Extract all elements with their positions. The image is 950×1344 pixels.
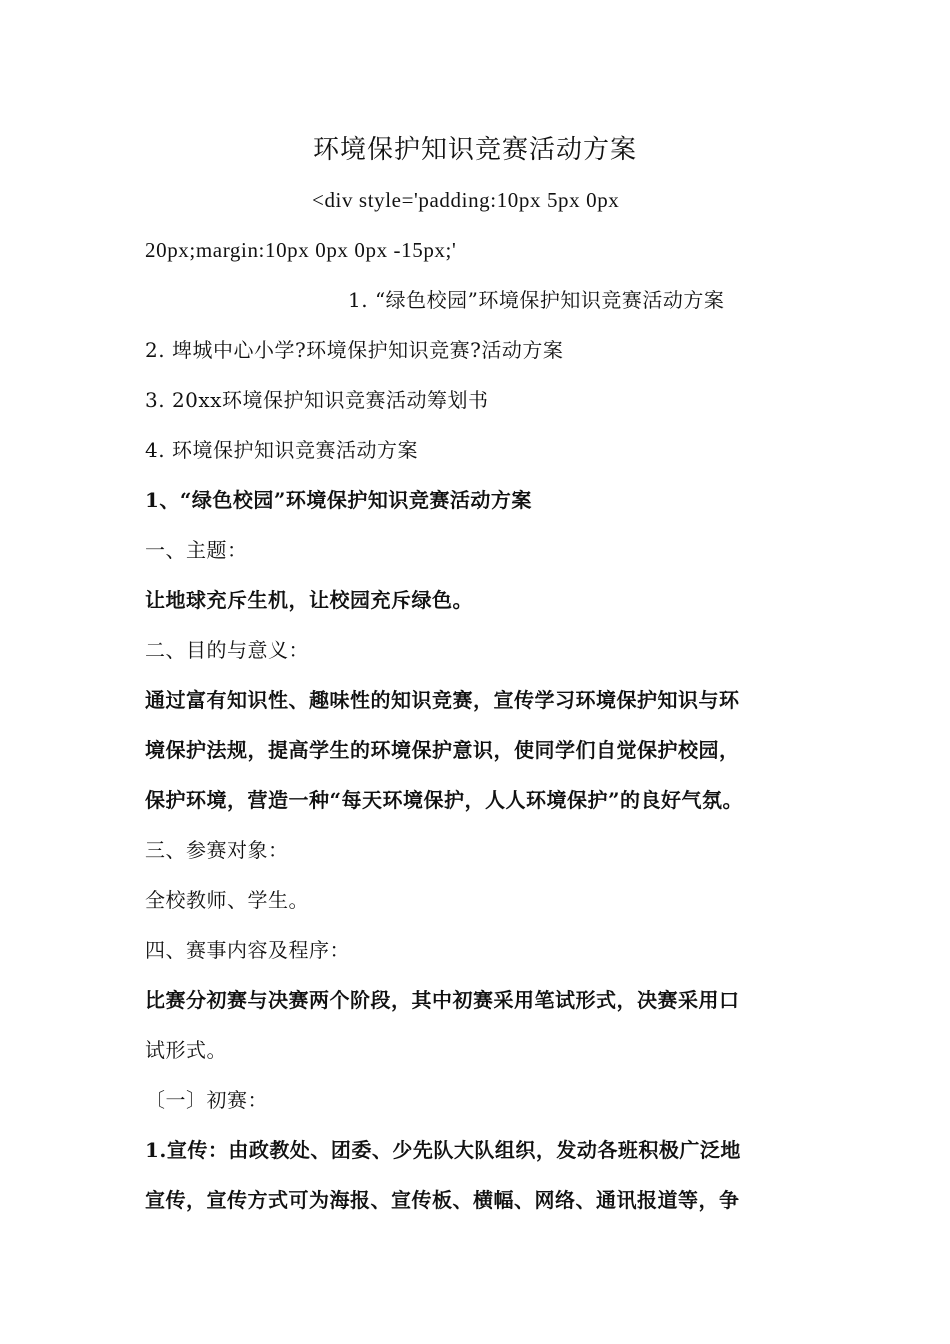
theme-text: 让地球充斥生机，让校园充斥绿色。 [145,588,473,612]
purpose-line-2: 境保护法规，提高学生的环境保护意识，使同学们自觉保护校园， [145,738,740,762]
toc-item-1: 1. “绿色校园”环境保护知识竞赛活动方案 [348,288,725,312]
content-line-1: 比赛分初赛与决赛两个阶段，其中初赛采用笔试形式，决赛采用口 [145,988,740,1012]
section-1-heading: 1、“绿色校园”环境保护知识竞赛活动方案 [145,488,532,512]
toc-item-2: 2. 埤城中心小学?环境保护知识竞赛?活动方案 [145,338,564,362]
html-fragment-line-1: <div style='padding:10px 5px 0px [312,188,620,212]
toc-item-3: 3. 20xx环境保护知识竞赛活动筹划书 [145,388,489,412]
preliminary-heading: 〔一〕初赛： [145,1088,268,1112]
html-fragment-line-2: 20px;margin:10px 0px 0px -15px;' [145,238,457,262]
publicity-line-2: 宣传，宣传方式可为海报、宣传板、横幅、网络、通讯报道等，争 [145,1188,740,1212]
content-heading: 四、赛事内容及程序： [145,938,350,962]
publicity-line-1: 1.宣传：由政教处、团委、少先队大队组织，发动各班积极广泛地 [145,1138,741,1162]
purpose-line-1: 通过富有知识性、趣味性的知识竞赛，宣传学习环境保护知识与环 [145,688,740,712]
toc-item-4: 4. 环境保护知识竞赛活动方案 [145,438,418,462]
participants-heading: 三、参赛对象： [145,838,289,862]
content-line-2: 试形式。 [145,1038,227,1062]
theme-heading: 一、主题： [145,538,248,562]
participants-text: 全校教师、学生。 [145,888,309,912]
document-title: 环境保护知识竞赛活动方案 [312,135,637,165]
purpose-heading: 二、目的与意义： [145,638,309,662]
purpose-line-3: 保护环境，营造一种“每天环境保护，人人环境保护”的良好气氛。 [145,788,744,812]
